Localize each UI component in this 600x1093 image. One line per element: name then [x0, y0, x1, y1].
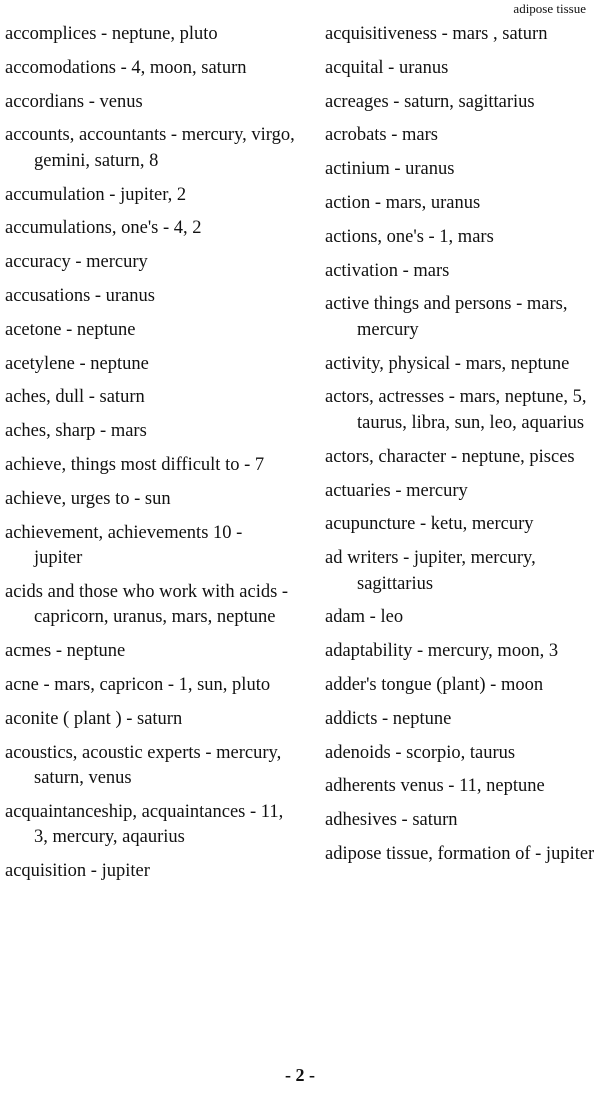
index-entry: adenoids - scorpio, taurus — [325, 742, 516, 763]
index-entry: aches, dull - saturn — [5, 387, 145, 408]
index-entry: accounts, accountants - mercury, virgo, gemini, saturn, 8 — [5, 125, 295, 171]
index-entry: adherents venus - 11, neptune — [325, 776, 545, 797]
index-entry: acetone - neptune — [5, 319, 136, 340]
index-entry: activation - mars — [325, 260, 450, 281]
index-entry: accomodations - 4, moon, saturn — [5, 57, 247, 78]
right-column — [325, 22, 595, 876]
index-entry: active things and persons - mars, mercury — [325, 294, 568, 340]
index-entry: acne - mars, capricon - 1, sun, pluto — [5, 675, 271, 696]
index-entry: adam - leo — [325, 607, 404, 628]
index-entry: accuracy - mercury — [5, 252, 148, 273]
left-column — [5, 22, 295, 893]
index-entry: acrobats - mars — [325, 125, 439, 146]
page-number: - 2 - — [285, 1065, 315, 1085]
index-entry: acquisition - jupiter — [5, 861, 150, 882]
index-entry: acquisitiveness - mars , saturn — [325, 24, 548, 44]
index-entry: acupuncture - ketu, mercury — [325, 514, 534, 535]
running-head: adipose tissue — [513, 1, 586, 16]
index-entry: achieve, urges to - sun — [5, 488, 171, 509]
index-entry: acetylene - neptune — [5, 353, 149, 374]
index-entry: acoustics, acoustic experts - mercury, saturn, venus — [5, 742, 282, 789]
index-entry: achievement, achievements 10 - jupiter — [5, 522, 243, 569]
index-entry: achieve, things most difficult to - 7 — [5, 455, 265, 476]
index-entry: addicts - neptune — [325, 708, 452, 729]
index-entry: actinium - uranus — [325, 159, 455, 180]
index-entry: accusations - uranus — [5, 286, 156, 307]
index-entry: acmes - neptune — [5, 641, 126, 662]
index-entry: aconite ( plant ) - saturn — [5, 708, 183, 729]
index-entry: acids and those who work with acids - capricorn, uranus, mars, neptune — [5, 581, 289, 628]
index-entry: adipose tissue, formation of - jupiter — [325, 844, 595, 865]
index-entry: ad writers - jupiter, mercury, sagittarius — [325, 548, 536, 594]
index-entry: actors, actresses - mars, neptune, 5, taurus, libra, sun, leo, aquarius — [325, 387, 587, 433]
index-entry: adhesives - saturn — [325, 810, 458, 831]
index-entry: action - mars, uranus — [325, 192, 481, 213]
index-entry: acquital - uranus — [325, 57, 449, 78]
index-entry: actuaries - mercury — [325, 480, 468, 501]
index-entry: aches, sharp - mars — [5, 421, 147, 442]
index-entry: accordians - venus — [5, 91, 143, 112]
index-entry: actors, character - neptune, pisces — [325, 446, 575, 467]
index-entry: accomplices - neptune, pluto — [5, 24, 218, 44]
index-entry: actions, one's - 1, mars — [325, 226, 494, 247]
index-entry: adder's tongue (plant) - moon — [325, 675, 544, 696]
index-entry: activity, physical - mars, neptune — [325, 353, 570, 374]
index-entry: accumulations, one's - 4, 2 — [5, 218, 202, 239]
index-entry: adaptability - mercury, moon, 3 — [325, 641, 559, 662]
index-entry: acquaintanceship, acquaintances - 11, 3, mercury, aqaurius — [5, 801, 284, 848]
index-entry: accumulation - jupiter, 2 — [5, 184, 187, 205]
index-entry: acreages - saturn, sagittarius — [325, 91, 535, 112]
